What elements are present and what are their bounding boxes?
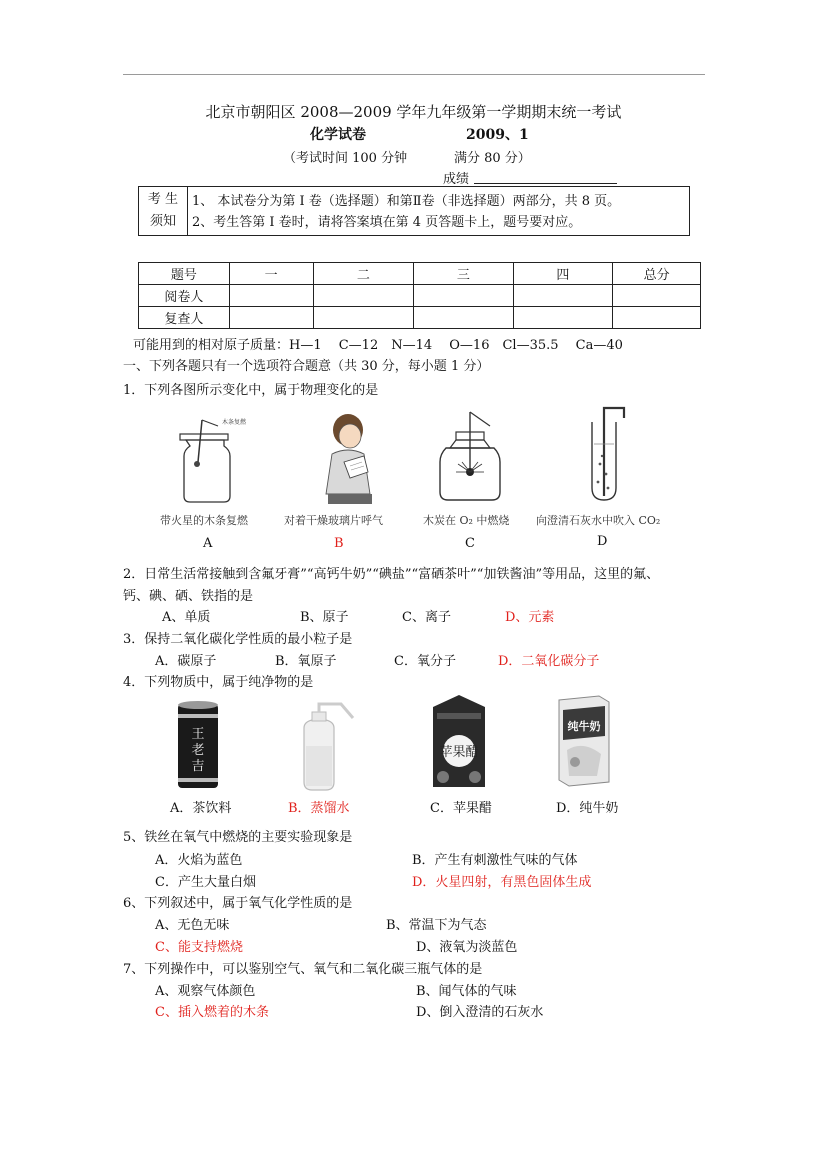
q2-option-b[interactable]: B、原子	[300, 610, 349, 625]
question-2-stem-line1: 2．日常生活常接触到含氟牙膏”“高钙牛奶”“碘盐”“富硒茶叶”“加铁酱油”等用品，这里的氟、	[123, 567, 660, 582]
header-rule	[123, 74, 705, 75]
figure-a-tiny-label: 木条复燃	[222, 419, 247, 426]
q4-option-b[interactable]: B．蒸馏水	[288, 801, 350, 816]
figure-d-caption: 向澄清石灰水中吹入 CO₂	[536, 514, 661, 527]
q4-option-c[interactable]: C．苹果醋	[430, 801, 492, 816]
figure-d-letter: D	[597, 534, 608, 549]
can-text-3: 吉	[191, 759, 205, 774]
score-header-cell: 题号	[139, 263, 230, 285]
q7-option-d[interactable]: D、倒入澄清的石灰水	[416, 1005, 544, 1020]
score-row-label: 阅卷人	[139, 285, 230, 307]
section-1-heading: 一、下列各题只有一个选项符合题意（共 30 分，每小题 1 分）	[123, 359, 490, 374]
figure-a-caption: 带火星的木条复燃	[160, 514, 248, 527]
exam-score-note: 满分 80 分）	[454, 151, 531, 166]
tea-drink-can-image	[175, 700, 221, 790]
score-cell[interactable]	[229, 285, 313, 307]
q4-option-d[interactable]: D．纯牛奶	[556, 801, 619, 816]
q6-option-a[interactable]: A、无色无味	[155, 918, 230, 933]
q5-option-b[interactable]: B．产生有刺激性气味的气体	[412, 853, 578, 868]
score-cell[interactable]	[229, 307, 313, 329]
exam-time-note: （考试时间 100 分钟	[283, 151, 408, 166]
distilled-water-bottle-image	[290, 698, 360, 792]
figure-c-letter: C	[465, 536, 475, 551]
question-3-stem: 3．保持二氧化碳化学性质的最小粒子是	[123, 632, 353, 647]
score-row-label: 复查人	[139, 307, 230, 329]
score-cell[interactable]	[414, 285, 514, 307]
score-header-cell: 二	[313, 263, 414, 285]
q6-option-b[interactable]: B、常温下为气态	[386, 918, 487, 933]
question-4-stem: 4．下列物质中，属于纯净物的是	[123, 675, 314, 690]
score-label: 成绩	[443, 172, 470, 187]
apple-vinegar-carton-image	[429, 693, 489, 789]
milk-label: 纯牛奶	[567, 720, 601, 733]
score-table	[138, 262, 701, 329]
q6-option-d[interactable]: D、液氧为淡蓝色	[416, 940, 518, 955]
can-text-1: 王	[191, 727, 205, 742]
question-5-stem: 5、铁丝在氧气中燃烧的主要实验现象是	[123, 830, 353, 845]
figure-d-test-tube	[584, 404, 630, 506]
notice-label	[139, 187, 188, 236]
q7-option-a[interactable]: A、观察气体颜色	[155, 984, 256, 999]
vinegar-label: 苹果醋	[439, 745, 479, 760]
exam-date: 2009、1	[466, 127, 529, 143]
score-blank-line	[474, 183, 617, 184]
score-cell[interactable]	[313, 307, 414, 329]
subject-title: 化学试卷	[310, 127, 366, 143]
score-header-cell: 总分	[613, 263, 701, 285]
question-7-stem: 7、下列操作中，可以鉴别空气、氧气和二氧化碳三瓶气体的是	[123, 962, 483, 977]
figure-c-charcoal-bottle	[432, 410, 508, 506]
figure-b-girl-breathing	[314, 410, 386, 506]
notice-table	[138, 186, 690, 236]
exam-title: 北京市朝阳区 2008—2009 学年九年级第一学期期末统一考试	[205, 103, 622, 121]
score-cell[interactable]	[613, 307, 701, 329]
q2-option-d[interactable]: D、元素	[505, 610, 555, 625]
q3-option-a[interactable]: A．碳原子	[155, 654, 217, 669]
q4-option-a[interactable]: A．茶饮料	[170, 801, 232, 816]
q5-option-d[interactable]: D．火星四射，有黑色固体生成	[412, 875, 592, 890]
score-cell[interactable]	[613, 285, 701, 307]
notice-label-bottom: 须知	[149, 214, 176, 229]
q2-option-a[interactable]: A、单质	[162, 610, 211, 625]
score-cell[interactable]	[513, 285, 613, 307]
notice-label-top: 考 生	[147, 192, 179, 207]
score-header-cell: 三	[414, 263, 514, 285]
q6-option-c[interactable]: C、能支持燃烧	[155, 940, 243, 955]
figure-a-letter: A	[203, 536, 213, 551]
figure-b-caption: 对着干燥玻璃片呼气	[284, 514, 383, 527]
question-2-stem-line2: 钙、碘、硒、铁指的是	[123, 589, 254, 604]
question-6-stem: 6、下列叙述中，属于氧气化学性质的是	[123, 896, 353, 911]
figure-b-letter: B	[334, 536, 344, 551]
q7-option-b[interactable]: B、闻气体的气味	[416, 984, 517, 999]
score-header-cell: 一	[229, 263, 313, 285]
atomic-masses: 可能用到的相对原子质量：H—1 C—12 N—14 O—16 Cl—35.5 Ca—40	[133, 338, 623, 353]
question-1-stem: 1．下列各图所示变化中，属于物理变化的是	[123, 383, 379, 398]
q3-option-d[interactable]: D．二氧化碳分子	[498, 654, 600, 669]
pure-milk-carton-image	[553, 692, 613, 788]
score-cell[interactable]	[313, 285, 414, 307]
q5-option-c[interactable]: C．产生大量白烟	[155, 875, 256, 890]
q2-option-c[interactable]: C、离子	[402, 610, 451, 625]
figure-c-caption: 木炭在 O₂ 中燃烧	[423, 514, 510, 527]
notice-line-2: 2、考生答第 I 卷时，请将答案填在第 4 页答题卡上，题号要对应。	[188, 211, 690, 236]
score-cell[interactable]	[414, 307, 514, 329]
score-header-cell: 四	[513, 263, 613, 285]
q3-option-c[interactable]: C．氧分子	[394, 654, 456, 669]
q3-option-b[interactable]: B．氧原子	[275, 654, 337, 669]
notice-line-1: 1、 本试卷分为第 I 卷（选择题）和第Ⅱ卷（非选择题）两部分，共 8 页。	[188, 187, 690, 212]
q7-option-c[interactable]: C、插入燃着的木条	[155, 1005, 269, 1020]
score-cell[interactable]	[513, 307, 613, 329]
can-text-2: 老	[191, 743, 205, 758]
figure-a-bottle-splint	[172, 412, 252, 504]
q5-option-a[interactable]: A．火焰为蓝色	[155, 853, 243, 868]
